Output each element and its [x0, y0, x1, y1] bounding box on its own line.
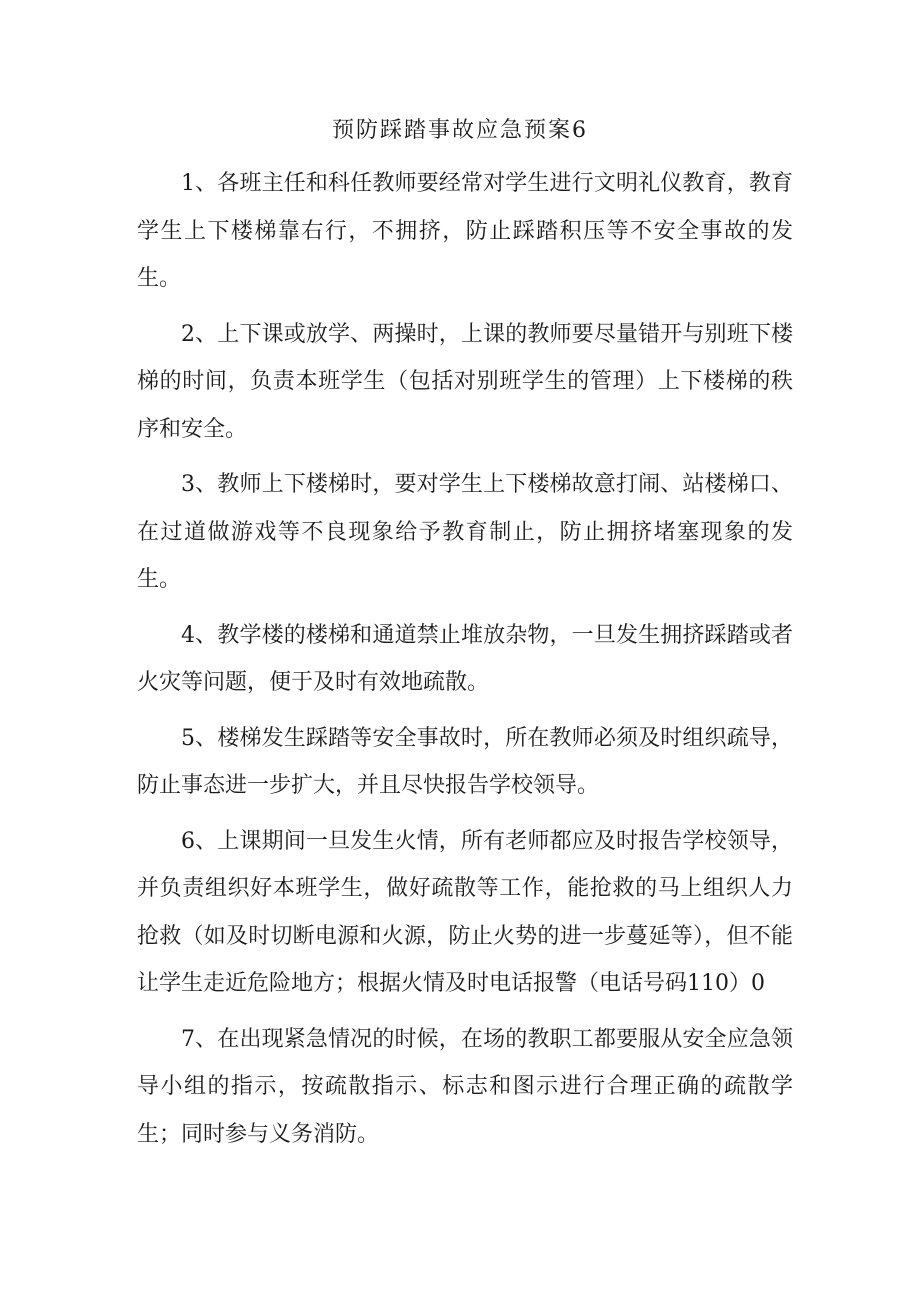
paragraph-7: 7、在出现紧急情况的时候，在场的教职工都要服从安全应急领导小组的指示，按疏散指示、标志和图示进行合理正确的疏散学生；同时参与义务消防。: [137, 1026, 793, 1147]
paragraph-5: 5、楼梯发生踩踏等安全事故时，所在教师必须及时组织疏导，防止事态进一步扩大，并且尽快报告学校领导。: [137, 725, 793, 798]
document-body: [137, 160, 793, 1166]
paragraph-3: 3、教师上下楼梯时，要对学生上下楼梯故意打闹、站楼梯口、在过道做游戏等不良现象给予教育制止，防止拥挤堵塞现象的发生。: [137, 472, 793, 592]
paragraph-4: 4、教学楼的楼梯和通道禁止堆放杂物，一旦发生拥挤踩踏或者火灾等问题，便于及时有效地疏散。: [137, 622, 793, 695]
paragraph-1: 1、各班主任和科任教师要经常对学生进行文明礼仪教育，教育学生上下楼梯靠右行，不拥挤，防止踩踏积压等不安全事故的发生。: [137, 171, 793, 291]
document-title: 预防踩踏事故应急预案6: [332, 118, 588, 143]
paragraph-6: 6、上课期间一旦发生火情，所有老师都应及时报告学校领导，并负责组织好本班学生，做好疏散等工作，能抢救的马上组织人力抢救（如及时切断电源和火源，防止火势的进一步蔓延等），但不能让学生走近危险地方；根据火情及时电话报警（电话号码110）0: [137, 828, 793, 996]
paragraph-2: 2、上下课或放学、两操时，上课的教师要尽量错开与别班下楼梯的时间，负责本班学生（包括对别班学生的管理）上下楼梯的秩序和安全。: [137, 321, 793, 442]
